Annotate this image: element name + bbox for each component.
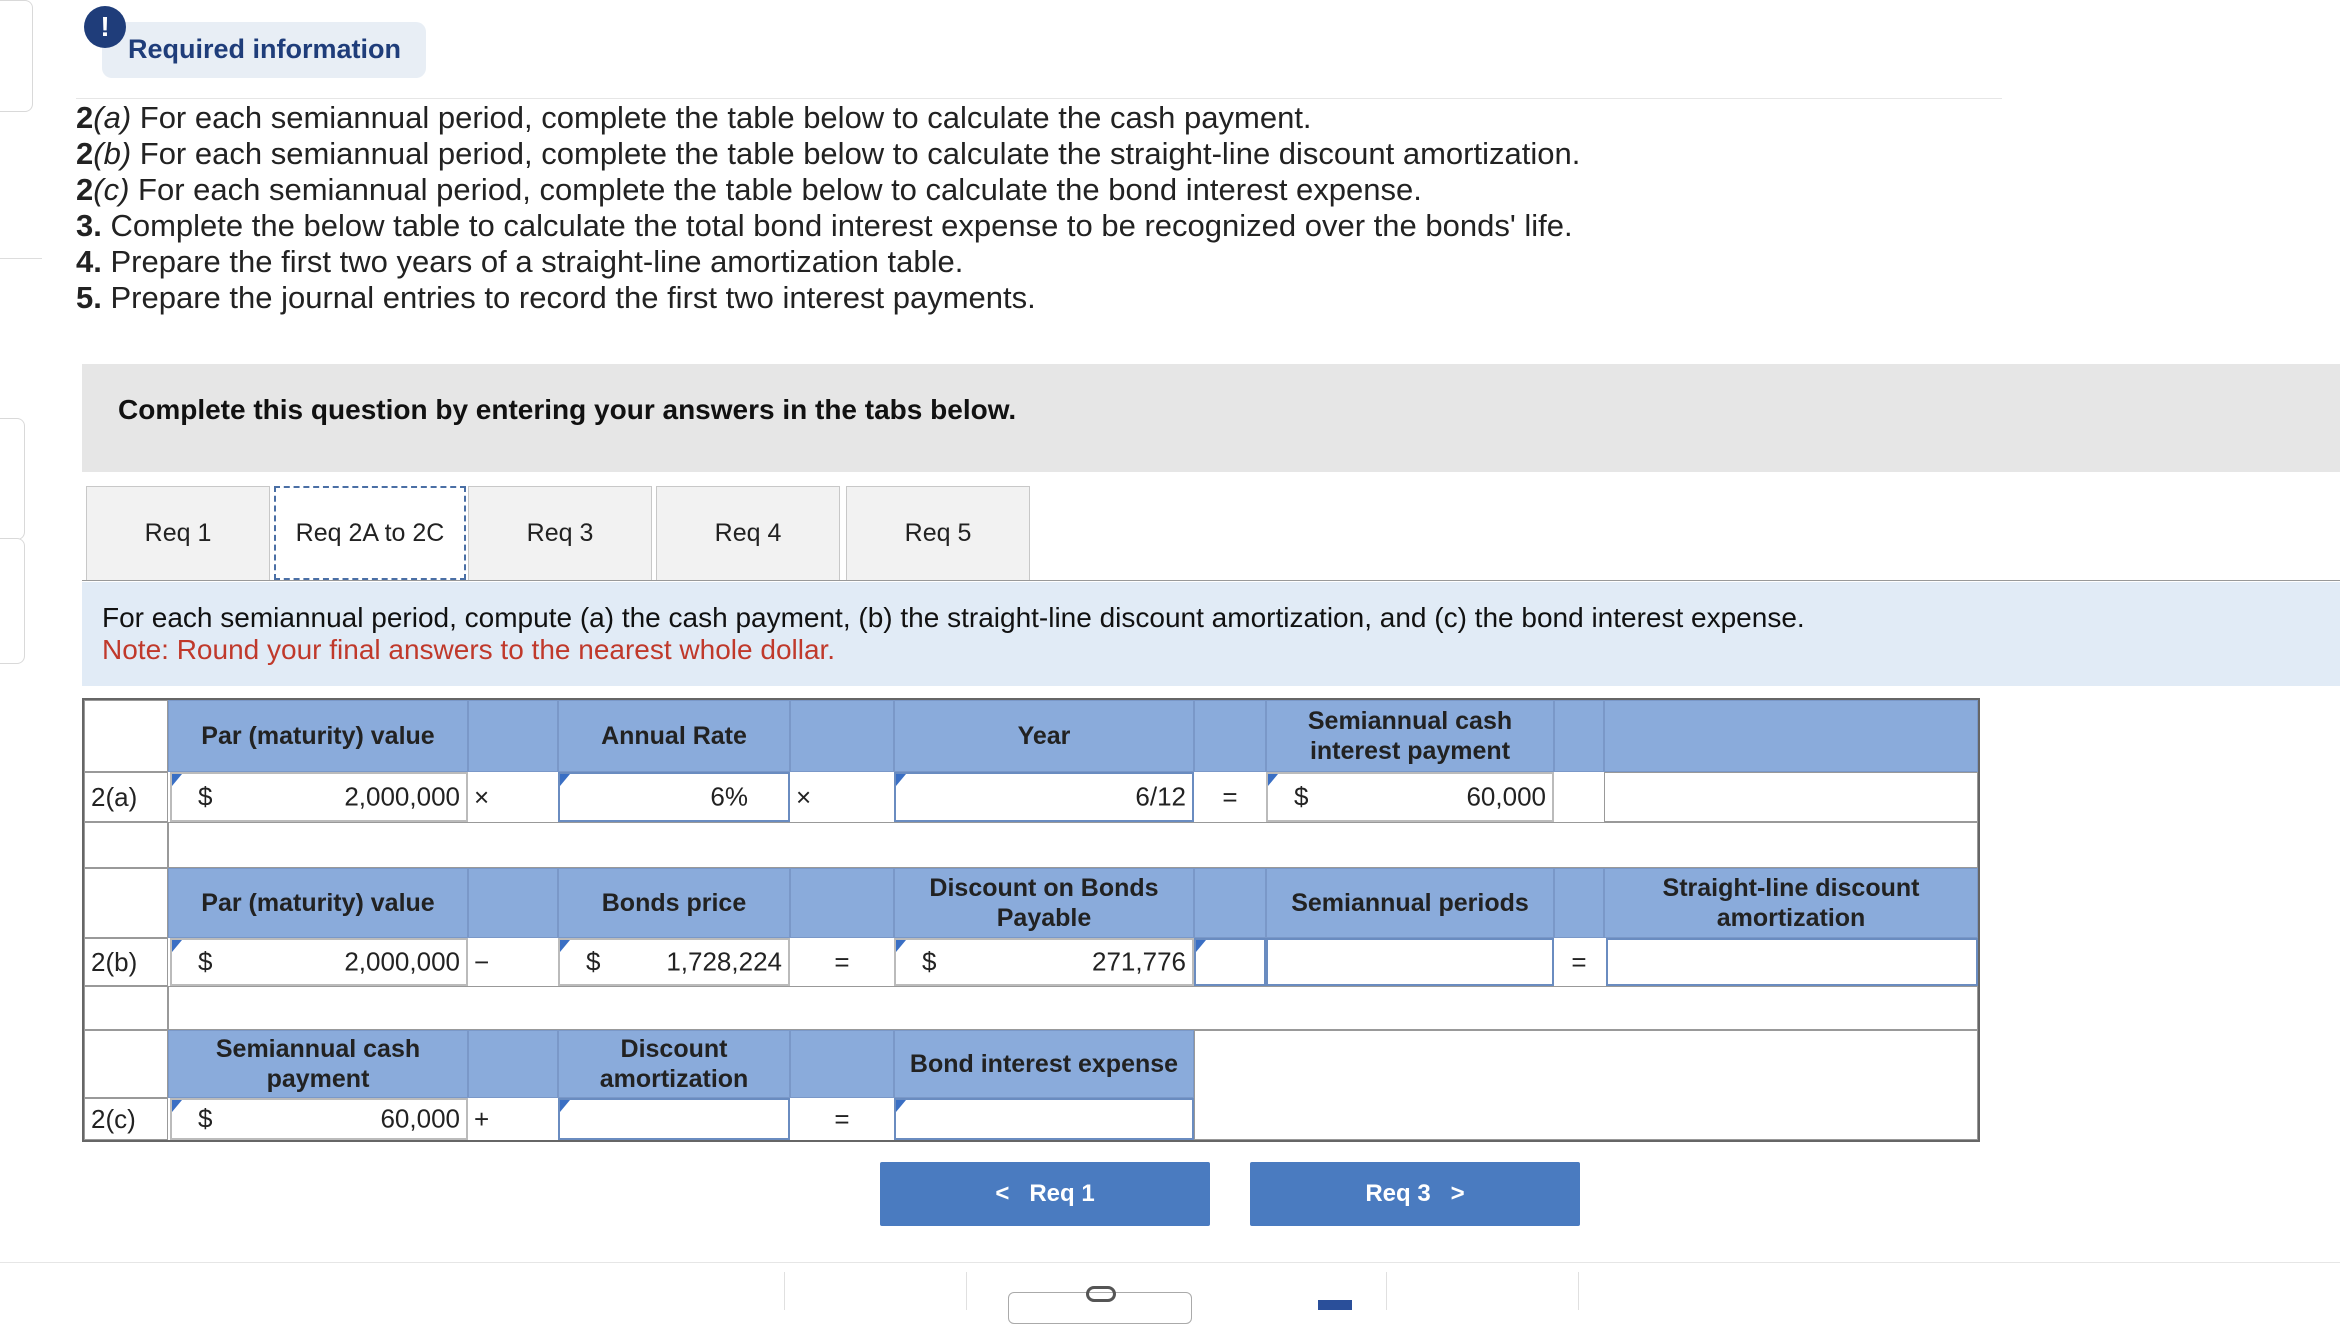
input-flag [1196,940,1206,952]
row-label-2c: 2(c) [84,1098,168,1140]
operator-times-1: × [474,781,490,812]
grid-icon [1318,1300,1352,1310]
input-flag [560,940,570,952]
operator-plus: + [474,1103,490,1134]
chevron-left-icon: < [995,1180,1010,1207]
link-icon [1086,1286,1116,1302]
operator-equals-a: = [1222,781,1238,812]
header-op-b2 [790,868,894,938]
header-par-value-a: Par (maturity) value [168,700,468,772]
header-op-c2 [790,1030,894,1098]
row-c-header-label-cell [84,1030,168,1098]
instruction-4: 4. Prepare the first two years of a straight-line amortization table. [76,244,964,279]
instruction-2b: 2(b) For each semiannual period, complete the table below to calculate the straight-line discount amortization. [76,136,1581,171]
header-op-b4 [1554,868,1604,938]
alert-icon: ! [84,6,126,48]
bond-interest-expense-input[interactable] [894,1098,1194,1140]
operator-equals-b1: = [834,946,850,977]
left-edge-divider [0,258,42,259]
left-edge-panel-top [0,0,33,112]
header-semiannual-cash-interest: Semiannual cash interest payment [1266,700,1554,772]
year-fraction-input[interactable]: 6/12 [894,772,1194,822]
input-flag [896,1100,906,1112]
header-year: Year [894,700,1194,772]
input-flag [1268,774,1278,786]
left-edge-panel-mid [0,418,25,540]
par-value-input-a[interactable]: $ 2,000,000 [170,772,468,822]
header-op-a2 [790,700,894,772]
empty-cell-a [1604,772,1978,822]
header-op-a1 [468,700,558,772]
par-value-input-b[interactable]: $ 2,000,000 [170,938,468,986]
bonds-price-input[interactable]: $ 1,728,224 [558,938,790,986]
semiannual-periods-input[interactable] [1266,938,1554,986]
header-empty-a [1554,700,1604,772]
chevron-right-icon: > [1450,1180,1465,1207]
tab-req-5[interactable]: Req 5 [846,486,1030,580]
header-op-c1 [468,1030,558,1098]
footer-separator-2 [966,1272,967,1310]
header-bond-interest-expense: Bond interest expense [894,1030,1194,1098]
info-text: For each semiannual period, compute (a) the cash payment, (b) the straight-line discount amortization, and (c) the bond interest expense. [102,602,1805,633]
banner-text: Complete this question by entering your answers in the tabs below. [118,394,1017,425]
spacer-label-ab [84,822,168,868]
instruction-2c: 2(c) For each semiannual period, complete the table below to calculate the bond interest expense. [76,172,1422,207]
semiannual-cash-payment-input[interactable]: $ 60,000 [170,1098,468,1140]
tab-req-1[interactable]: Req 1 [86,486,270,580]
header-op-b3 [1194,868,1266,938]
header-semiannual-cash-payment: Semiannual cash payment [168,1030,468,1098]
row-label-2a: 2(a) [84,772,168,822]
footer-separator-1 [784,1272,785,1310]
empty-area-c [1194,1030,1978,1140]
footer-divider [0,1262,2340,1263]
row-label-2b: 2(b) [84,938,168,986]
header-discount-on-bonds: Discount on Bonds Payable [894,868,1194,938]
operator-times-2: × [796,781,812,812]
input-flag [560,1100,570,1112]
tab-baseline [82,580,2340,581]
header-empty-a2 [1604,700,1978,772]
tab-req-3[interactable]: Req 3 [468,486,652,580]
input-flag [172,1100,182,1112]
discount-amortization-input[interactable] [558,1098,790,1140]
semiannual-cash-interest-output[interactable]: $ 60,000 [1266,772,1554,822]
input-flag [896,940,906,952]
prev-req-label: Req 1 [1029,1180,1095,1207]
header-op-a3 [1194,700,1266,772]
rounding-note: Note: Round your final answers to the nearest whole dollar. [102,634,836,665]
operator-minus: − [474,946,490,977]
tab-req-2a-to-2c[interactable]: Req 2A to 2C [274,486,466,580]
annual-rate-input[interactable]: 6% [558,772,790,822]
header-semiannual-periods: Semiannual periods [1266,868,1554,938]
input-flag [560,774,570,786]
next-req-label: Req 3 [1365,1180,1431,1207]
input-flag [172,774,182,786]
prev-req-button[interactable] [880,1162,1210,1226]
discount-on-bonds-input[interactable]: $ 271,776 [894,938,1194,986]
spacer-row-bc [168,986,1978,1030]
row-a-header-label-cell [84,700,168,772]
row-b-header-label-cell [84,868,168,938]
operator-equals-c: = [834,1103,850,1134]
operator-select-b[interactable] [1194,938,1266,986]
spacer-label-bc [84,986,168,1030]
header-divider [76,98,2002,99]
next-req-button[interactable] [1250,1162,1580,1226]
required-info-title[interactable]: Required information [128,34,402,64]
instruction-2a: 2(a) For each semiannual period, complete the table below to calculate the cash payment. [76,100,1312,135]
header-par-value-b: Par (maturity) value [168,868,468,938]
header-straight-line-amortization: Straight-line discount amortization [1604,868,1978,938]
header-annual-rate: Annual Rate [558,700,790,772]
left-edge-panel-low [0,538,25,664]
straight-line-amortization-input[interactable] [1606,938,1978,986]
instruction-3: 3. Complete the below table to calculate the total bond interest expense to be recognized over the bonds' life. [76,208,1573,243]
spacer-row-ab [168,822,1978,868]
footer-separator-3 [1386,1272,1387,1310]
tab-req-4[interactable]: Req 4 [656,486,840,580]
input-flag [172,940,182,952]
input-flag [896,774,906,786]
header-discount-amortization: Discount amortization [558,1030,790,1098]
instruction-5: 5. Prepare the journal entries to record the first two interest payments. [76,280,1036,315]
header-op-b1 [468,868,558,938]
operator-equals-b2: = [1571,946,1587,977]
footer-separator-4 [1578,1272,1579,1310]
header-bonds-price: Bonds price [558,868,790,938]
